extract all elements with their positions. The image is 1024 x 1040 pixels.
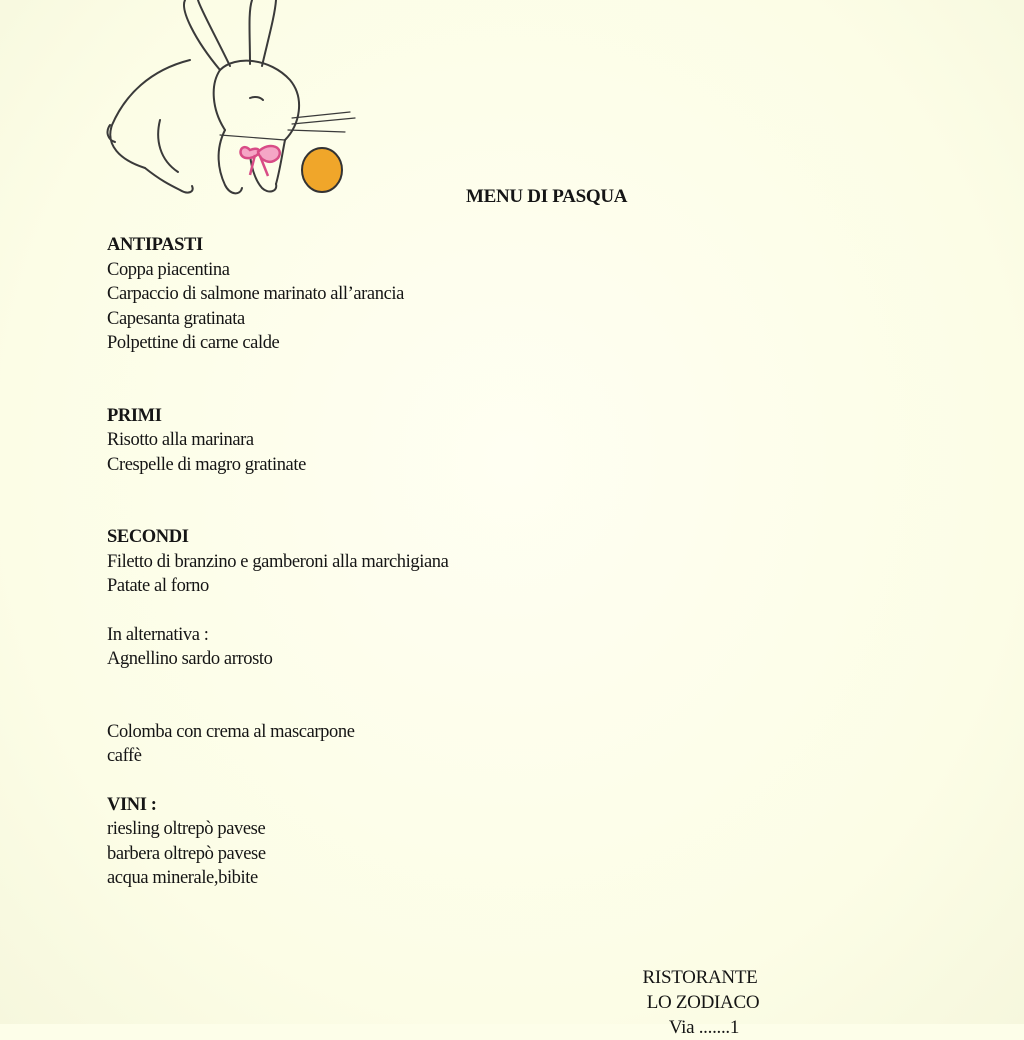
section-vini xyxy=(107,793,807,891)
section-antipasti xyxy=(107,233,807,356)
restaurant-address: Via .......1 xyxy=(668,1017,740,1038)
section-heading: VINI : xyxy=(107,794,157,815)
restaurant-info xyxy=(630,965,770,1040)
menu-item: Polpettine di carne calde xyxy=(107,333,280,353)
page-title: MENU DI PASQUA xyxy=(466,186,628,207)
restaurant-label: RISTORANTE xyxy=(642,967,758,988)
section-secondi xyxy=(107,525,807,599)
section-primi xyxy=(107,404,807,478)
menu-body xyxy=(107,233,807,891)
menu-item: Agnellino sardo arrosto xyxy=(107,649,273,669)
menu-item: Crespelle di magro gratinate xyxy=(107,454,306,475)
section-alternativa xyxy=(107,623,807,672)
menu-item: caffè xyxy=(107,746,142,766)
menu-item: Capesanta gratinata xyxy=(107,308,245,329)
section-heading: ANTIPASTI xyxy=(107,235,203,255)
bow-icon xyxy=(241,146,280,176)
easter-bunny-icon xyxy=(100,0,360,205)
section-dolce xyxy=(107,720,807,769)
section-heading: PRIMI xyxy=(107,405,162,426)
menu-item: Colomba con crema al mascarpone xyxy=(107,721,355,742)
section-heading: In alternativa : xyxy=(107,624,209,645)
menu-item: Patate al forno xyxy=(107,576,209,596)
menu-item: riesling oltrepò pavese xyxy=(107,819,266,839)
menu-item: Filetto di branzino e gamberoni alla marchigiana xyxy=(107,551,449,572)
menu-item: acqua minerale,bibite xyxy=(107,868,258,888)
menu-item: Carpaccio di salmone marinato all’arancia xyxy=(107,284,404,304)
restaurant-name: LO ZODIACO xyxy=(646,992,760,1013)
section-heading: SECONDI xyxy=(107,527,189,547)
menu-item: Risotto alla marinara xyxy=(107,430,254,450)
menu-item: barbera oltrepò pavese xyxy=(107,843,266,864)
easter-egg-icon xyxy=(302,148,342,192)
menu-item: Coppa piacentina xyxy=(107,259,230,280)
